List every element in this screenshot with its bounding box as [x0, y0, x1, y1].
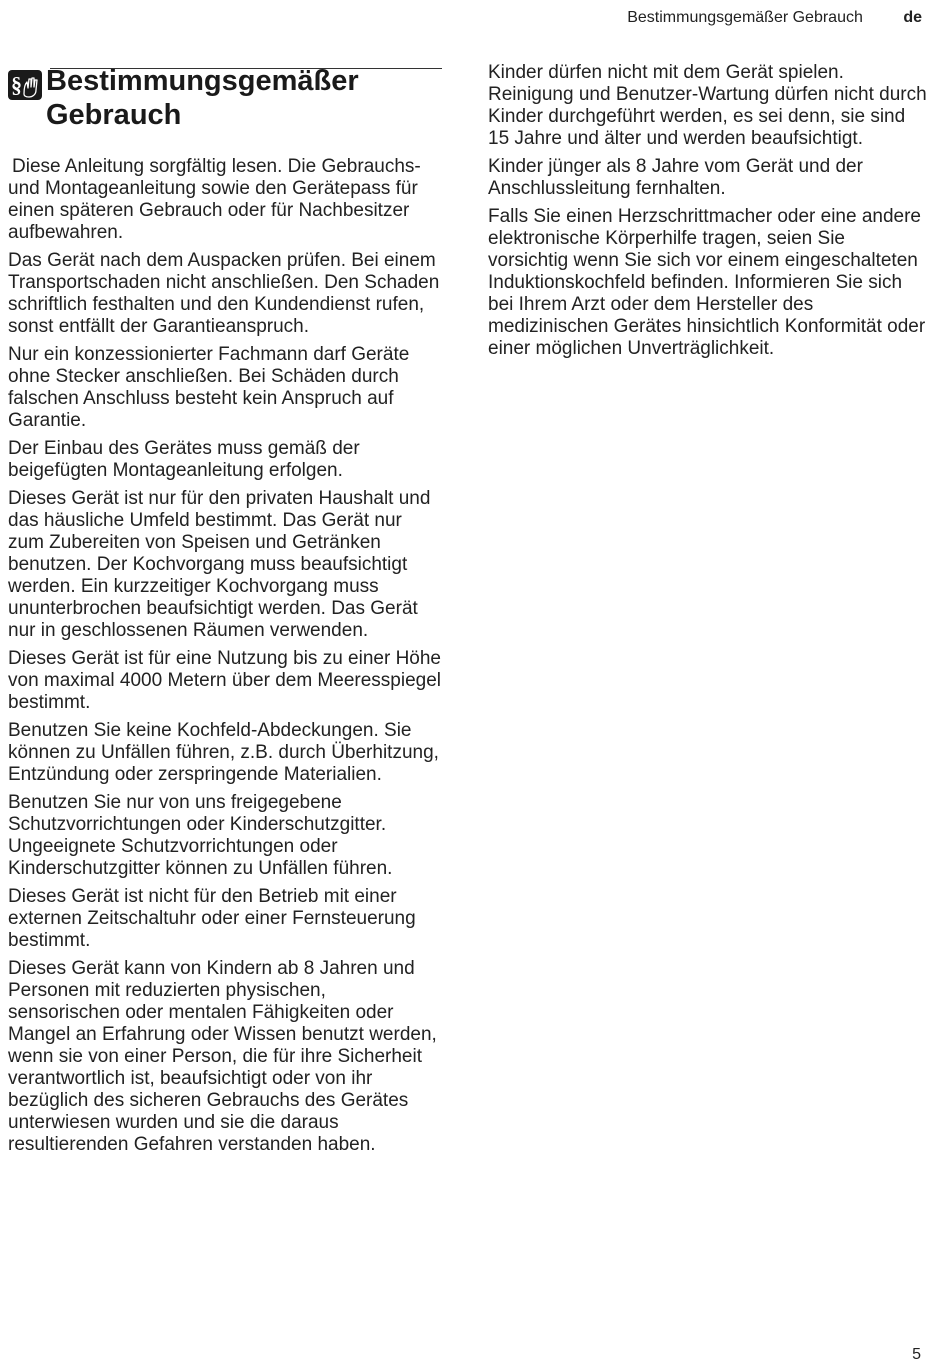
- section-heading-block: [8, 64, 442, 156]
- right-paragraphs: [488, 62, 928, 360]
- left-column: [8, 64, 442, 1162]
- header-section-title: Bestimmungsgemäßer Gebrauch: [627, 9, 863, 26]
- header-language-code: de: [903, 9, 922, 26]
- left-paragraphs: [8, 156, 442, 1156]
- right-column: [488, 62, 928, 366]
- body-paragraph: Dieses Gerät ist nur für den privaten Haushalt und das häusliche Umfeld bestimmt. Das Gerät nur zum Zubereiten von Speisen und Getränken benutzen. Der Kochvorgang muss beaufsichtigt werden. Ein kurzzeitiger Kochvorgang muss ununterbrochen beaufsichtigt werden. Das Gerät nur in geschlossenen Räumen verwenden.: [8, 488, 431, 641]
- body-paragraph: Benutzen Sie nur von uns freigegebene Schutzvorrichtungen oder Kinderschutzgitter. Ungeeignete Schutzvorrichtungen oder Kinderschutzgitter können zu Unfällen führen.: [8, 792, 393, 879]
- page-number: 5: [912, 1346, 921, 1363]
- body-paragraph: Dieses Gerät ist nicht für den Betrieb mit einer externen Zeitschaltuhr oder einer Fernsteuerung bestimmt.: [8, 886, 416, 951]
- running-header: [627, 9, 922, 27]
- body-paragraph: Dieses Gerät kann von Kindern ab 8 Jahren und Personen mit reduzierten physischen, sensorischen oder mentalen Fähigkeiten oder Mangel an Erfahrung oder Wissen benutzt werden, wenn sie von einer Person, die für ihre Sicherheit verantwortlich ist, beaufsichtigt oder von ihr bezüglich des sicheren Gebrauchs des Gerätes unterwiesen wurden und sie die daraus resultierenden Gefahren verstanden haben.: [8, 958, 437, 1155]
- section-title: Bestimmungsgemäßer Gebrauch: [46, 65, 359, 131]
- body-paragraph: Dieses Gerät ist für eine Nutzung bis zu einer Höhe von maximal 4000 Metern über dem Meeresspiegel bestimmt.: [8, 648, 441, 713]
- body-paragraph: Diese Anleitung sorgfältig lesen. Die Gebrauchs- und Montageanleitung sowie den Gerätepass für einen späteren Gebrauch oder für Nachbesitzer aufbewahren.: [8, 156, 421, 243]
- body-paragraph: Kinder dürfen nicht mit dem Gerät spielen. Reinigung und Benutzer-Wartung dürfen nicht durch Kinder durchgeführt werden, es sei denn, sie sind 15 Jahre und älter und werden beaufsichtigt.: [488, 62, 927, 149]
- body-paragraph: Benutzen Sie keine Kochfeld-Abdeckungen. Sie können zu Unfällen führen, z.B. durch Überhitzung, Entzündung oder zerspringende Materialien.: [8, 720, 439, 785]
- body-paragraph: Kinder jünger als 8 Jahre vom Gerät und der Anschlussleitung fernhalten.: [488, 156, 863, 199]
- body-paragraph: Falls Sie einen Herzschrittmacher oder eine andere elektronische Körperhilfe tragen, seien Sie vorsichtig wenn Sie sich vor einem eingeschalteten Induktionskochfeld befinden. Informieren Sie sich bei Ihrem Arzt oder dem Hersteller des medizinischen Gerätes hinsichtlich Konformität oder einer möglichen Unverträglichkeit.: [488, 206, 926, 359]
- body-paragraph: Nur ein konzessionierter Fachmann darf Geräte ohne Stecker anschließen. Bei Schäden durch falschen Anschluss besteht kein Anspruch auf Garantie.: [8, 344, 410, 431]
- body-paragraph: Der Einbau des Gerätes muss gemäß der beigefügten Montageanleitung erfolgen.: [8, 438, 360, 481]
- svg-text:§: §: [11, 72, 22, 97]
- section-hand-icon: [8, 70, 42, 100]
- body-paragraph: Das Gerät nach dem Auspacken prüfen. Bei einem Transportschaden nicht anschließen. Den Schaden schriftlich festhalten und den Kundendienst rufen, sonst entfällt der Garantieanspruch.: [8, 250, 440, 337]
